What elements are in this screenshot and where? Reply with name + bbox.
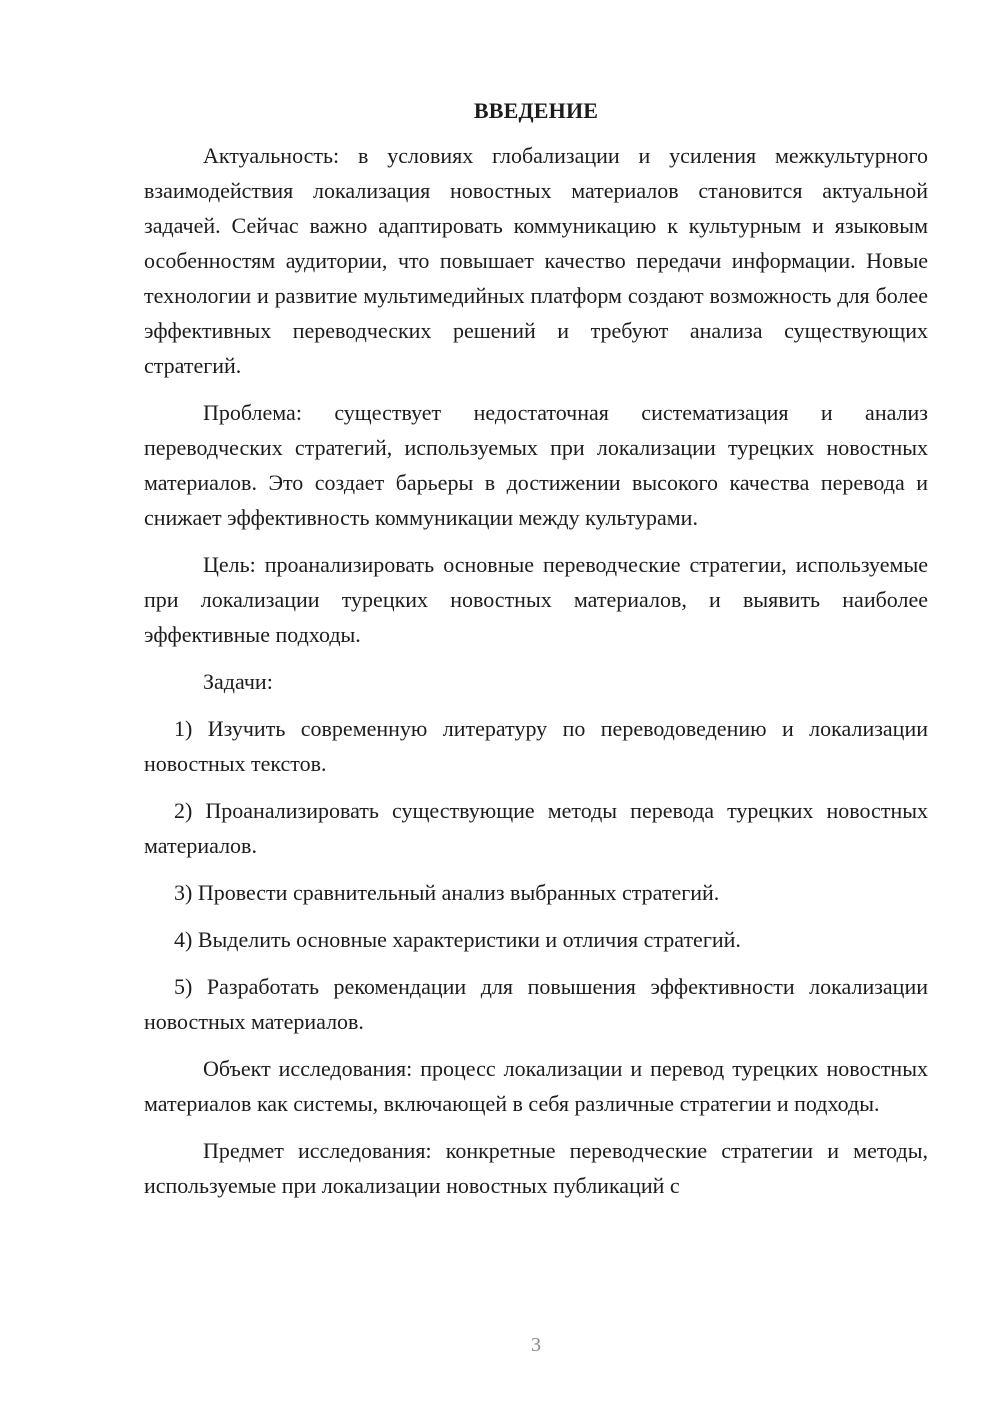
section-heading: ВВЕДЕНИЕ: [473, 98, 599, 123]
paragraph-relevance: Актуальность: в условиях глобализации и усиления межкультурного взаимодействия локализация новостных материалов становится актуальной задачей. Сейчас важно адаптировать коммуникацию к культурным и языковым особенностям аудитории, что повышает качество передачи информации. Новые технологии и развитие мультимедийных платформ создают возможность для более эффективных переводческих решений и требуют анализа существующих стратегий.: [144, 143, 928, 378]
paragraph-subject: Предмет исследования: конкретные переводческие стратегии и методы, используемые при локализации новостных публикаций с: [144, 1138, 928, 1198]
paragraph-problem: Проблема: существует недостаточная систематизация и анализ переводческих стратегий, используемых при локализации турецких новостных материалов. Это создает барьеры в достижении высокого качества перевода и снижает эффективность коммуникации между культурами.: [144, 400, 928, 530]
task-item-5: 5) Разработать рекомендации для повышения эффективности локализации новостных материалов.: [144, 974, 928, 1034]
paragraph-object: Объект исследования: процесс локализации и перевод турецких новостных материалов как системы, включающей в себя различные стратегии и подходы.: [144, 1056, 928, 1116]
tasks-label: Задачи:: [203, 669, 273, 694]
task-item-4: 4) Выделить основные характеристики и отличия стратегий.: [174, 927, 741, 952]
paragraph-goal: Цель: проанализировать основные переводческие стратегии, используемые при локализации турецких новостных материалов, и выявить наиболее эффективные подходы.: [144, 552, 928, 647]
page-content: [144, 96, 928, 1215]
page-number: 3: [531, 1334, 541, 1356]
task-item-3: 3) Провести сравнительный анализ выбранных стратегий.: [174, 880, 720, 905]
task-item-1: 1) Изучить современную литературу по переводоведению и локализации новостных текстов.: [144, 716, 928, 776]
task-item-2: 2) Проанализировать существующие методы перевода турецких новостных материалов.: [144, 798, 928, 858]
